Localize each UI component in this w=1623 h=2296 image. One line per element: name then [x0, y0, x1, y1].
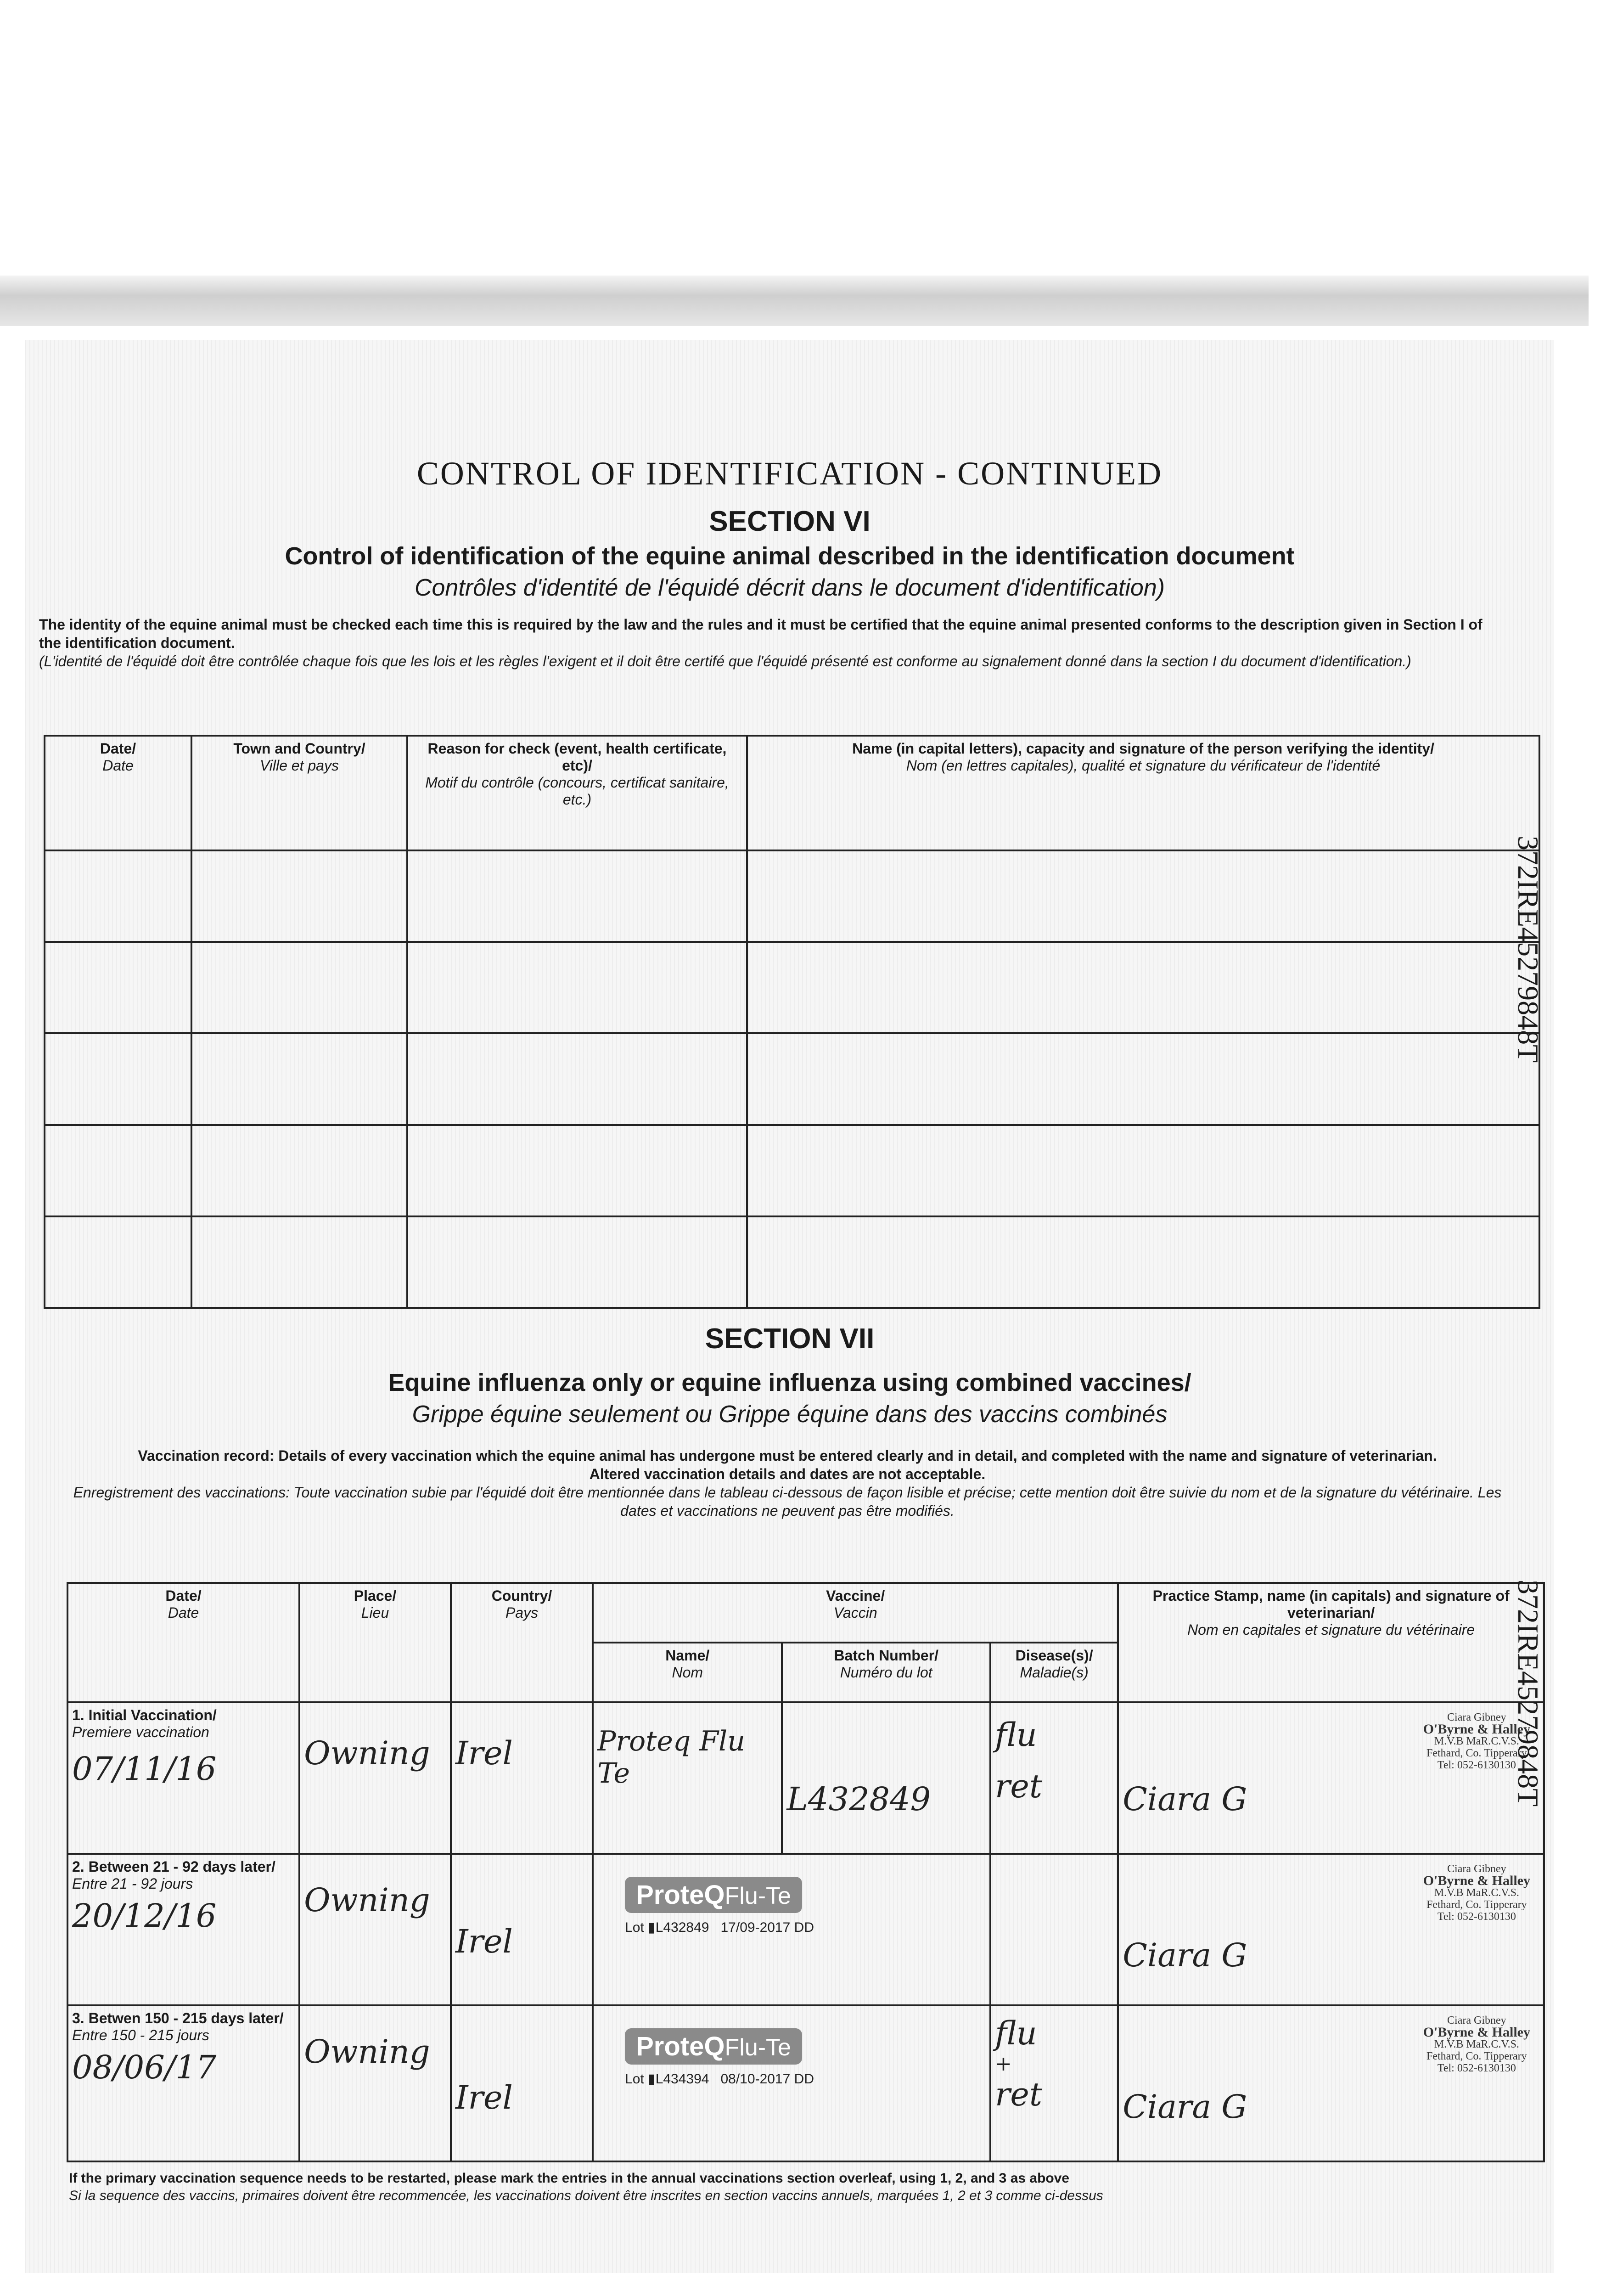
vx-date-cell: 1. Initial Vaccination/ Premiere vaccination 07/11/16 [67, 1702, 299, 1854]
section7-para-fr: Enregistrement des vaccinations: Toute vaccination subie par l'équidé doit être mentionnée dans le tableau ci-dessous de façon lisible et précise; cette mention doit être suivie du nom et de la signature du vétérinaire. Les dates et vaccinations ne peuvent pas être modifiés. [73, 1484, 1502, 1519]
vx-practice-cell: Ciara G Ciara Gibney O'Byrne & Halley M.V.B MaR.C.V.S. Fethard, Co. Tipperary Tel: 052-6130130 [1118, 2005, 1544, 2161]
vx-disease-cell [990, 1854, 1118, 2005]
vet-signature: Ciara G [1123, 1780, 1247, 1818]
section6-paragraph [39, 615, 1508, 670]
vx-place-cell: Owning [299, 1702, 451, 1854]
vx-batch-cell: L432849 [782, 1702, 990, 1854]
vx-disease-cell: flu + ret [990, 2005, 1118, 2161]
table-row [45, 850, 1539, 942]
col-verifier: Name (in capital letters), capacity and signature of the person verifying the identity/ Nom (en lettres capitales), qualité et signature du vérificateur de l'identité [747, 736, 1539, 850]
passport-page [25, 340, 1554, 2273]
side-code-upper: 372IRE45279848T [1512, 836, 1544, 1063]
section6-para-fr: (L'identité de l'équidé doit être contrôlée chaque fois que les lois et les règles l'exigent et il doit être certifé que l'équidé présenté est conforme au signalement donné dans la section I du document d'identification.) [39, 653, 1411, 670]
practice-stamp: Ciara Gibney O'Byrne & Halley M.V.B MaR.C.V.S. Fethard, Co. Tipperary Tel: 052-6130130 [1423, 1863, 1530, 1923]
vaccination-table [67, 1582, 1545, 2162]
section7-paragraph [67, 1446, 1508, 1520]
vx-date-cell: 3. Betwen 150 - 215 days later/ Entre 150 - 215 jours 08/06/17 [67, 2005, 299, 2161]
col-reason: Reason for check (event, health certificate, etc)/ Motif du contrôle (concours, certificat sanitaire, etc.) [407, 736, 747, 850]
section6-para-en: The identity of the equine animal must be checked each time this is required by the law and the rules and it must be certified that the equine animal presented conforms to the description given in Section I of the identification document. [39, 616, 1483, 651]
col-town: Town and Country/ Ville et pays [191, 736, 407, 850]
vx-date: 07/11/16 [72, 1750, 217, 1788]
practice-stamp: Ciara Gibney O'Byrne & Halley M.V.B MaR.C.V.S. Fethard, Co. Tipperary Tel: 052-6130130 [1423, 2015, 1530, 2074]
vx-country-cell: Irel [451, 1702, 593, 1854]
proteq-label: ProteQFlu-Te Lot ▮L434394 08/10-2017 DD [625, 2028, 986, 2087]
table-row [45, 1216, 1539, 1308]
section7-heading-fr: Grippe équine seulement ou Grippe équine dans des vaccins combinés [412, 1401, 1168, 1428]
vx-name-cell: Proteq Flu Te [593, 1702, 782, 1854]
section7-title: SECTION VII [705, 1323, 875, 1355]
section7-para-en: Vaccination record: Details of every vaccination which the equine animal has undergone must be entered clearly and in detail, and completed with the name and signature of veterinarian. [138, 1447, 1437, 1464]
side-code-lower: 372IRE45279848T [1512, 1580, 1544, 1807]
footnote-fr: Si la sequence des vaccins, primaires doivent être recommencée, les vaccinations doivent être inscrites en section vaccins annuels, marquées 1, 2 et 3 comme ci-dessus [69, 2188, 1103, 2203]
table-row [45, 1033, 1539, 1125]
vx-place-cell: Owning [299, 2005, 451, 2161]
section6-title: SECTION VI [709, 506, 870, 537]
table-row [45, 942, 1539, 1033]
vx-col-name: Name/ Nom [593, 1643, 782, 1702]
vaccination-row [67, 1702, 1544, 1854]
vx-col-disease: Disease(s)/ Maladie(s) [990, 1643, 1118, 1702]
vx-country-cell: Irel [451, 1854, 593, 2005]
vx-col-vaccine: Vaccine/ Vaccin [593, 1583, 1118, 1643]
vx-label-sticker-cell [593, 2005, 990, 2161]
vx-col-country: Country/ Pays [451, 1583, 593, 1702]
table-row [45, 1125, 1539, 1216]
vx-place-cell: Owning [299, 1854, 451, 2005]
vx-country-cell: Irel [451, 2005, 593, 2161]
section7-heading-en: Equine influenza only or equine influenza using combined vaccines/ [388, 1369, 1191, 1396]
section7-para-en2: Altered vaccination details and dates are not acceptable. [589, 1466, 986, 1482]
scanner-shadow [0, 276, 1589, 326]
vx-col-place: Place/ Lieu [299, 1583, 451, 1702]
vaccination-row [67, 1854, 1544, 2005]
control-title: CONTROL OF IDENTIFICATION - CONTINUED [416, 455, 1163, 492]
col-date: Date/ Date [45, 736, 191, 850]
vx-date-cell: 2. Between 21 - 92 days later/ Entre 21 - 92 jours 20/12/16 [67, 1854, 299, 2005]
vaccination-row [67, 2005, 1544, 2161]
vx-disease-cell: flu ret [990, 1702, 1118, 1854]
vx-label-sticker-cell [593, 1854, 990, 2005]
section6-heading-fr: Contrôles d'identité de l'équidé décrit dans le document d'identification) [414, 574, 1165, 601]
practice-stamp: Ciara Gibney O'Byrne & Halley M.V.B MaR.C.V.S. Fethard, Co. Tipperary Tel: 052-6130130 [1423, 1711, 1530, 1771]
vx-practice-cell: Ciara G Ciara Gibney O'Byrne & Halley M.V.B MaR.C.V.S. Fethard, Co. Tipperary Tel: 052-6130130 [1118, 1854, 1544, 2005]
vx-col-practice: Practice Stamp, name (in capitals) and signature of veterinarian/ Nom en capitales et signature du vétérinaire [1118, 1583, 1544, 1702]
vx-col-batch: Batch Number/ Numéro du lot [782, 1643, 990, 1702]
footnote [69, 2170, 1538, 2205]
vx-practice-cell [1118, 1702, 1544, 1854]
identity-check-table [44, 735, 1540, 1309]
proteq-label: ProteQFlu-Te Lot ▮L432849 17/09-2017 DD [625, 1877, 986, 1936]
section6-heading-en: Control of identification of the equine animal described in the identification document [285, 542, 1295, 570]
vx-col-date: Date/ Date [67, 1583, 299, 1702]
footnote-en: If the primary vaccination sequence needs to be restarted, please mark the entries in the annual vaccinations section overleaf, using 1, 2, and 3 as above [69, 2171, 1070, 2186]
